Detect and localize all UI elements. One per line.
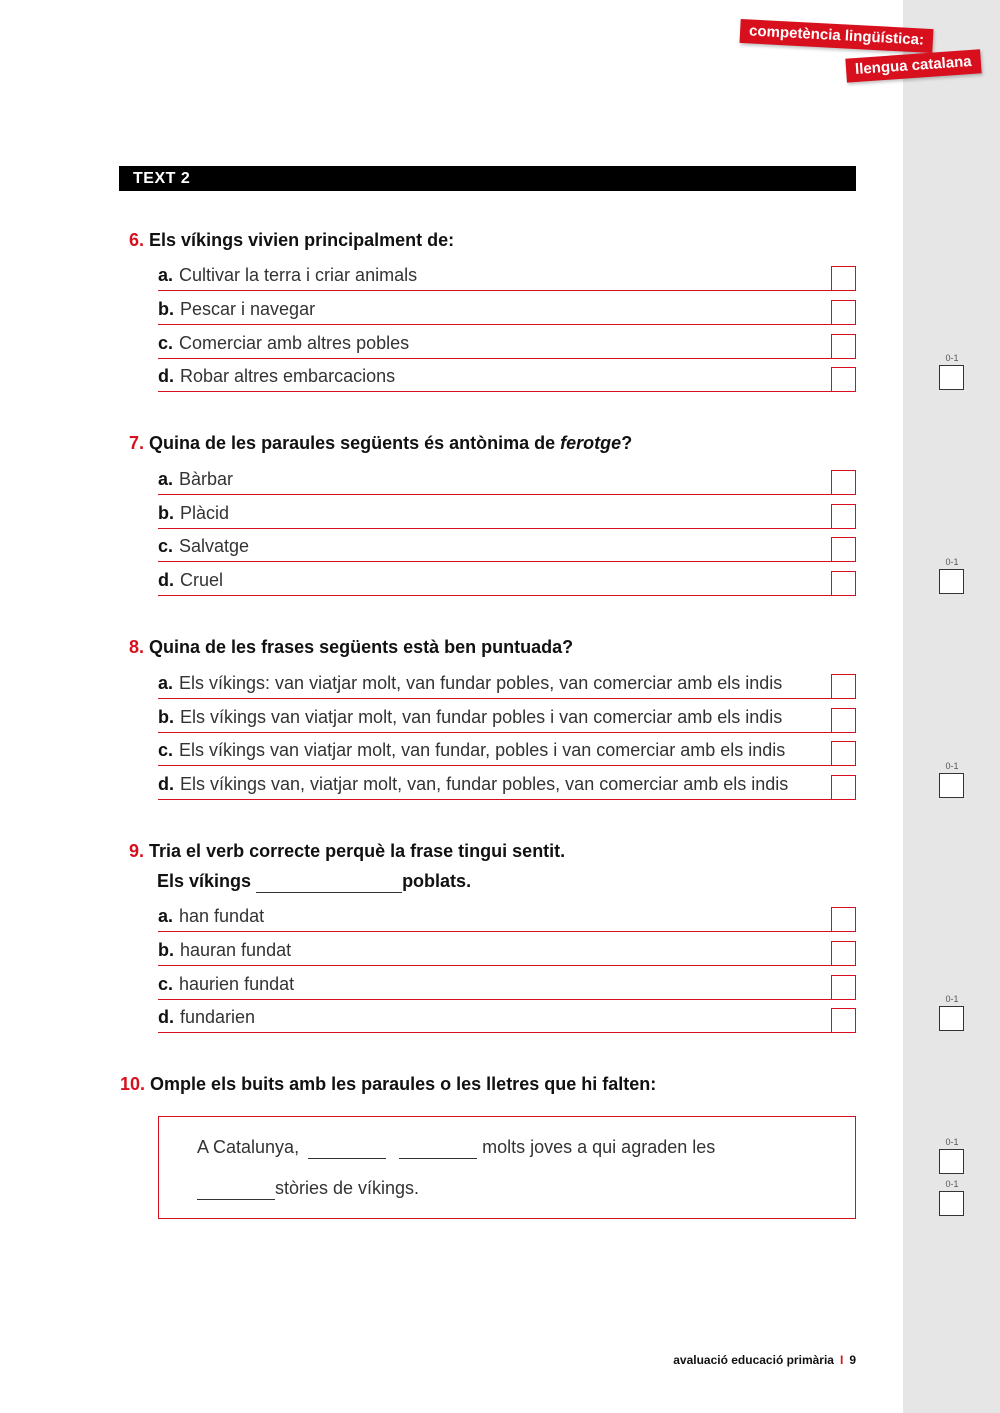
- q6-answer-box-c[interactable]: [831, 334, 856, 359]
- footer-separator: I: [839, 1353, 844, 1367]
- question-prompt: Els víkings vivien principalment de:: [149, 230, 455, 250]
- q8-option-a: [158, 666, 856, 699]
- option-letter: b.: [158, 707, 174, 727]
- score-label: 0-1: [945, 761, 959, 771]
- question-prompt: Tria el verb correcte perquè la frase tingui sentit.: [149, 841, 566, 861]
- subject-tag-line1: competència lingüística:: [740, 19, 934, 53]
- question-prompt: Quina de les frases següents està ben puntuada?: [149, 637, 574, 657]
- question-10: [120, 1074, 656, 1095]
- question-number: 9.: [129, 841, 145, 861]
- option-letter: a.: [158, 906, 174, 926]
- subject-tag-line2: llengua catalana: [845, 49, 981, 82]
- q9-answer-box-d[interactable]: [831, 1008, 856, 1033]
- option-letter: d.: [158, 570, 174, 590]
- q9-option-b: [158, 933, 856, 966]
- page-number: 9: [849, 1353, 856, 1367]
- score-label: 0-1: [945, 1179, 959, 1189]
- q9-option-c: [158, 967, 856, 1000]
- option-letter: b.: [158, 503, 174, 523]
- question-prompt: Quina de les paraules següents és antònima de: [149, 433, 561, 453]
- question-8: [129, 637, 573, 658]
- q6-option-b: [158, 292, 856, 325]
- q10-line-1: [197, 1137, 715, 1159]
- score-box[interactable]: [939, 1006, 964, 1031]
- q7-option-b: [158, 496, 856, 529]
- option-text: Robar altres embarcacions: [180, 366, 396, 386]
- q8-answer-box-b[interactable]: [831, 708, 856, 733]
- option-letter: c.: [158, 974, 174, 994]
- question-number: 8.: [129, 637, 145, 657]
- q8-option-b: [158, 700, 856, 733]
- q10-blank-3[interactable]: [197, 1178, 275, 1200]
- option-text: haurien fundat: [179, 974, 295, 994]
- score-label: 0-1: [945, 1137, 959, 1147]
- q9-blank: [256, 871, 402, 893]
- q7-option-d: [158, 563, 856, 596]
- question-number: 6.: [129, 230, 145, 250]
- score-q8: [939, 761, 965, 798]
- option-letter: a.: [158, 469, 174, 489]
- option-letter: d.: [158, 1007, 174, 1027]
- option-letter: b.: [158, 299, 174, 319]
- q8-option-d: [158, 767, 856, 800]
- q9-answer-box-a[interactable]: [831, 907, 856, 932]
- q6-option-c: [158, 326, 856, 359]
- option-text: Els víkings van viatjar molt, van fundar, pobles i van comerciar amb els indis: [179, 740, 786, 760]
- line-start: A Catalunya,: [197, 1137, 300, 1157]
- question-9: [129, 841, 565, 862]
- page-footer: [673, 1353, 856, 1367]
- option-letter: c.: [158, 333, 174, 353]
- score-q9: [939, 994, 965, 1031]
- q7-answer-box-a[interactable]: [831, 470, 856, 495]
- q8-answer-box-d[interactable]: [831, 775, 856, 800]
- option-text: Els víkings: van viatjar molt, van fundar pobles, van comerciar amb els indis: [179, 673, 783, 693]
- option-text: Salvatge: [179, 536, 250, 556]
- question-prompt: Omple els buits amb les paraules o les lletres que hi falten:: [150, 1074, 657, 1094]
- q10-blank-2[interactable]: [399, 1137, 477, 1159]
- q7-answer-box-b[interactable]: [831, 504, 856, 529]
- line-end: molts joves a qui agraden les: [482, 1137, 716, 1157]
- option-text: Cruel: [180, 570, 224, 590]
- score-box[interactable]: [939, 569, 964, 594]
- option-letter: a.: [158, 265, 174, 285]
- score-label: 0-1: [945, 353, 959, 363]
- option-letter: b.: [158, 940, 174, 960]
- score-q7: [939, 557, 965, 594]
- score-box[interactable]: [939, 365, 964, 390]
- q6-answer-box-a[interactable]: [831, 266, 856, 291]
- q9-option-d: [158, 1000, 856, 1033]
- q8-answer-box-a[interactable]: [831, 674, 856, 699]
- question-number: 7.: [129, 433, 145, 453]
- option-letter: d.: [158, 774, 174, 794]
- score-box[interactable]: [939, 1191, 964, 1216]
- question-keyword: ferotge: [560, 433, 622, 453]
- q9-sentence: [157, 871, 471, 893]
- option-text: Cultivar la terra i criar animals: [179, 265, 418, 285]
- q8-option-c: [158, 733, 856, 766]
- q10-fill-box: [158, 1116, 856, 1219]
- q7-option-a: [158, 462, 856, 495]
- question-6: [129, 230, 454, 251]
- option-letter: d.: [158, 366, 174, 386]
- q6-option-a: [158, 258, 856, 291]
- q9-answer-box-c[interactable]: [831, 975, 856, 1000]
- option-letter: c.: [158, 740, 174, 760]
- score-q10-2: [939, 1179, 965, 1216]
- option-text: Plàcid: [180, 503, 230, 523]
- option-text: Els víkings van viatjar molt, van fundar pobles i van comerciar amb els indis: [180, 707, 783, 727]
- question-prompt-end: ?: [621, 433, 633, 453]
- sentence-start: Els víkings: [157, 871, 252, 891]
- score-box[interactable]: [939, 1149, 964, 1174]
- question-number: 10.: [120, 1074, 146, 1094]
- q7-answer-box-d[interactable]: [831, 571, 856, 596]
- option-letter: a.: [158, 673, 174, 693]
- q6-option-d: [158, 359, 856, 392]
- line-end: stòries de víkings.: [275, 1178, 420, 1198]
- q7-answer-box-c[interactable]: [831, 537, 856, 562]
- score-label: 0-1: [945, 557, 959, 567]
- q8-answer-box-c[interactable]: [831, 741, 856, 766]
- option-letter: c.: [158, 536, 174, 556]
- q10-blank-1[interactable]: [308, 1137, 386, 1159]
- option-text: fundarien: [180, 1007, 256, 1027]
- q9-option-a: [158, 899, 856, 932]
- option-text: han fundat: [179, 906, 265, 926]
- q10-line-2: [197, 1178, 419, 1200]
- score-label: 0-1: [945, 994, 959, 1004]
- option-text: Pescar i navegar: [180, 299, 316, 319]
- footer-text: avaluació educació primària: [673, 1353, 834, 1367]
- q7-option-c: [158, 529, 856, 562]
- option-text: hauran fundat: [180, 940, 292, 960]
- option-text: Els víkings van, viatjar molt, van, fundar pobles, van comerciar amb els indis: [180, 774, 789, 794]
- score-box[interactable]: [939, 773, 964, 798]
- section-title: TEXT 2: [119, 166, 856, 191]
- option-text: Comerciar amb altres pobles: [179, 333, 410, 353]
- q9-answer-box-b[interactable]: [831, 941, 856, 966]
- option-text: Bàrbar: [179, 469, 234, 489]
- score-q10-1: [939, 1137, 965, 1174]
- question-7: [129, 433, 632, 454]
- sentence-end: poblats.: [402, 871, 472, 891]
- q6-answer-box-d[interactable]: [831, 367, 856, 392]
- q6-answer-box-b[interactable]: [831, 300, 856, 325]
- score-q6: [939, 353, 965, 390]
